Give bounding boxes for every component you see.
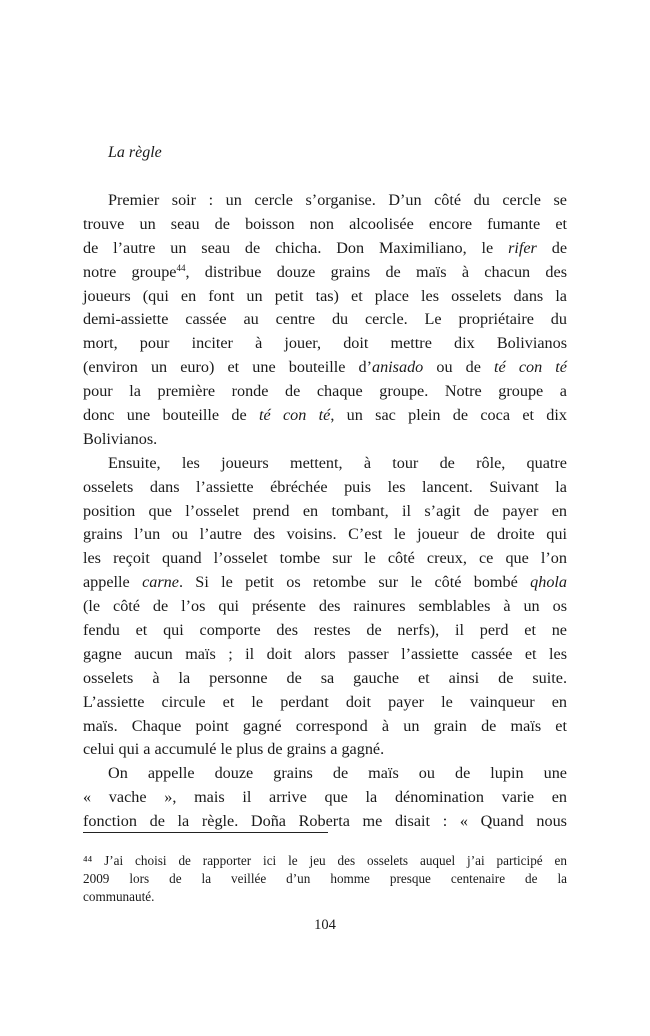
text-segment: notre groupe [83, 262, 177, 281]
text-line [83, 476, 567, 500]
text-segment: trouve un seau de boisson non alcoolisée encore fumante et [83, 214, 567, 233]
page-number: 104 [314, 917, 336, 933]
text-line [83, 523, 567, 547]
text-line [83, 619, 567, 643]
text-line [83, 308, 567, 332]
text-segment: , distribue douze grains de maïs à chacun des [185, 262, 567, 281]
text-line [83, 189, 567, 213]
text-line [83, 715, 567, 739]
text-segment: appelle [83, 573, 143, 592]
footnotes [83, 852, 567, 906]
text-line [83, 500, 567, 524]
text-segment: Bolivianos. [83, 429, 158, 448]
text-segment: mort, pour inciter à jouer, doit mettre dix Bolivianos [83, 334, 567, 353]
italic-term: anisado [371, 358, 424, 377]
text-segment: (environ un euro) et une bouteille d’ [83, 358, 372, 377]
italic-term: rifer [508, 238, 537, 257]
italic-term: qhola [530, 573, 567, 592]
text-segment: ou de [423, 358, 495, 377]
section-title: La règle [108, 144, 162, 161]
text-segment: Premier soir : un cercle s’organise. D’un côté du cercle se [108, 191, 567, 209]
text-line [83, 332, 567, 356]
footnote-line: ⁴⁴ J’ai choisi de rapporter ici le jeu des osselets auquel j’ai participé en [83, 853, 567, 868]
text-line [83, 285, 567, 309]
text-segment: L’assiette circule et le perdant doit payer le vainqueur en [83, 692, 567, 711]
text-line [83, 810, 567, 834]
text-line [83, 691, 567, 715]
text-segment: demi-assiette cassée au centre du cercle. Le propriétaire du [83, 310, 567, 329]
italic-term: té con té [494, 358, 567, 377]
text-segment: , un sac plein de coca et dix [330, 406, 567, 425]
text-line [83, 762, 567, 786]
text-segment: osselets dans l’assiette ébréchée puis les lancent. Suivant la [83, 477, 567, 496]
footnote-line: 2009 lors de la veillée d’un homme presque centenaire de la [83, 871, 567, 886]
text-line [83, 452, 567, 476]
text-line [83, 237, 567, 261]
italic-term: carne [142, 573, 179, 592]
text-segment: Ensuite, les joueurs mettent, à tour de rôle, quatre [108, 453, 567, 472]
text-line [83, 404, 567, 428]
text-segment: pour la première ronde de chaque groupe. Notre groupe a [83, 382, 567, 401]
text-line [83, 643, 567, 667]
text-segment: gagne aucun maïs ; il doit alors passer l’assiette cassée et les [83, 644, 567, 663]
text-segment: . Si le petit os retombe sur le côté bombé [178, 573, 531, 592]
text-line [83, 428, 567, 452]
text-line [83, 738, 567, 762]
text-segment: de l’autre un seau de chicha. Don Maximiliano, le [83, 238, 509, 257]
text-segment: « vache », mais il arrive que la dénomination varie en [83, 788, 567, 807]
text-line [83, 380, 567, 404]
text-line [83, 213, 567, 237]
text-line [83, 786, 567, 810]
italic-term: té con té [258, 406, 331, 425]
text-segment: osselets à la personne de sa gauche et ainsi de suite. [83, 668, 567, 687]
text-segment: position que l’osselet prend en tombant, il s’agit de payer en [83, 501, 567, 520]
text-segment: fendu et qui comporte des restes de nerfs), il perd et ne [83, 621, 567, 640]
text-segment: (le côté de l’os qui présente des rainures semblables à un os [83, 597, 567, 616]
text-segment: joueurs (qui en font un petit tas) et place les osselets dans la [83, 286, 567, 305]
footnote-divider [83, 832, 328, 833]
text-segment: celui qui a accumulé le plus de grains a gagné. [83, 740, 385, 759]
text-line [83, 356, 567, 380]
text-segment: maïs. Chaque point gagné correspond à un grain de maïs et [83, 716, 567, 735]
text-line [83, 571, 567, 595]
body-text [83, 189, 567, 834]
text-segment: On appelle douze grains de maïs ou de lupin une [108, 764, 567, 783]
text-segment: grains l’un ou l’autre des voisins. C’est le joueur de droite qui [83, 525, 567, 544]
footnote-ref: 44 [176, 262, 186, 273]
text-line [83, 595, 567, 619]
text-line [83, 261, 567, 285]
text-segment: fonction de la règle. Doña Roberta me disait : « Quand nous [83, 812, 567, 831]
text-segment: donc une bouteille de [83, 406, 259, 425]
text-segment: de [536, 238, 568, 257]
text-line [83, 667, 567, 691]
text-segment: les reçoit quand l’osselet tombe sur le côté creux, ce que l’on [83, 549, 567, 568]
footnote-line: communauté. [83, 889, 155, 904]
text-line [83, 547, 567, 571]
